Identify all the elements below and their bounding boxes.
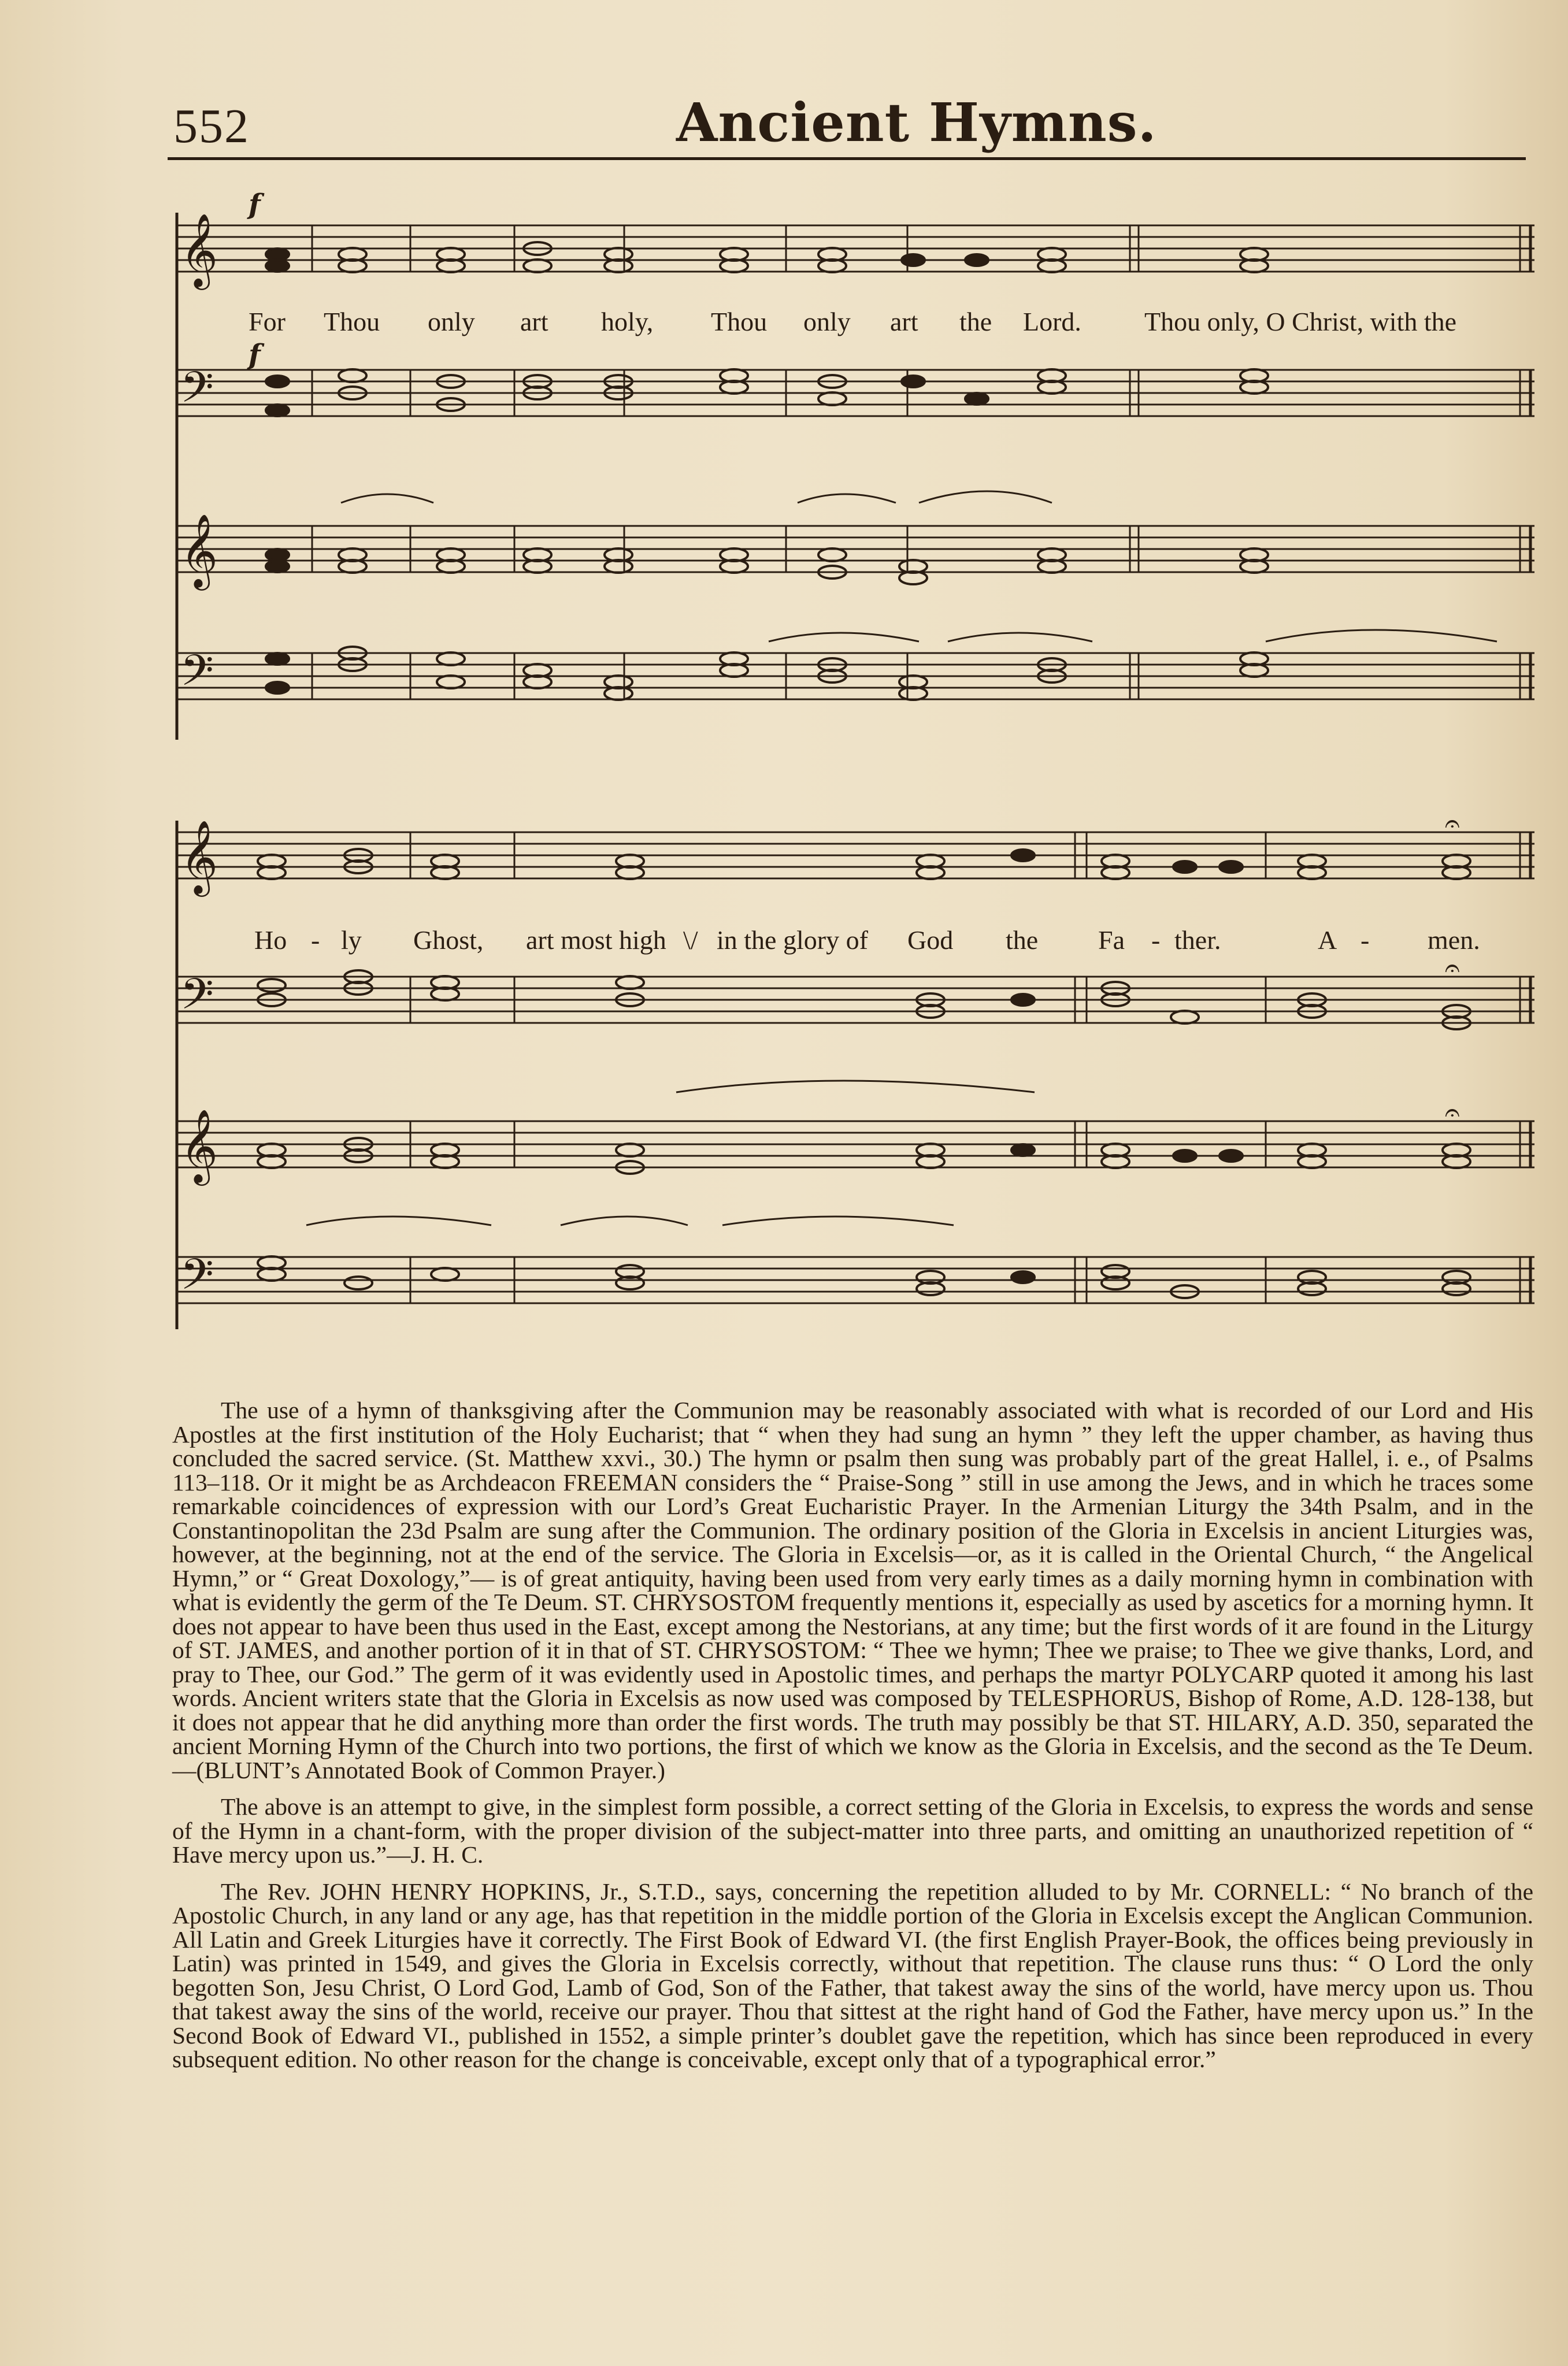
system1-staff-1 (177, 225, 1534, 272)
treble-clef-icon: 𝄞 (180, 213, 218, 287)
lyric: only (428, 307, 475, 336)
lyric: - (311, 925, 320, 955)
lyric: Fa (1098, 925, 1125, 955)
running-title: Ancient Hymns. (676, 91, 1157, 154)
lyric: art most high (526, 925, 666, 955)
dynamic-mark: f (249, 339, 261, 371)
lyric: Thou only, O Christ, with the (1144, 307, 1457, 336)
page-number: 552 (173, 99, 250, 153)
paragraph: The Rev. JOHN HENRY HOPKINS, Jr., S.T.D., says, concerning the repetition alluded to by Mr. CORNELL: “ No branch of the Apostolic Church, in any land or any age, has that repetition in the middle portion of the Gloria in Excelsis except the Anglican Communion. All Latin and Greek Liturgies have it correctly. The First Book of Edward VI. (the first English Prayer-Book, the offices being previously in Latin) was printed in 1549, and gives the Gloria in Excelsis correctly, without that repetition. The clause runs thus: “ O Lord the only begotten Son, Jesu Christ, O Lord God, Lamb of God, Son of the Father, that takest away the sins of the world, have mercy upon us. Thou that takest away the sins of the world, receive our prayer. Thou that sittest at the right hand of God the Father, have mercy upon us.” In the Second Book of Edward VI., published in 1552, a simple printer’s doublet gave the repetition, which has since been reproduced in every subsequent edition. No other reason for the change is conceivable, except only that of a typographical error.” (172, 1878, 1533, 2072)
lyric: \/ (683, 925, 698, 955)
bass-clef-icon: 𝄢 (180, 969, 214, 1030)
treble-clef-icon: 𝄞 (180, 1108, 218, 1182)
lyric: holy, (601, 307, 654, 336)
header-rule (168, 157, 1526, 160)
lyric: Lord. (1023, 307, 1081, 336)
paragraph: The use of a hymn of thanksgiving after the Communion may be reasonably associated with what is recorded of our Lord and His Apostles at the first institution of the Holy Eucharist; that “ when they had sung an hymn ” they left the upper chamber, as having thus concluded the sacred service. (St. Matthew xxvi., 30.) The hymn or psalm then sung was probably part of the great Hallel, i. e., of Psalms 113–118. Or it might be as Archdeacon FREEMAN considers the “ Praise-Song ” still in use among the Jews, and in which he traces some remarkable coincidences of expression with our Lord’s Great Eucharistic Prayer. In the Armenian Liturgy the 34th Psalm, and in the Constantinopolitan the 23d Psalm are sung after the Communion. The ordinary position of the Gloria in Excelsis in ancient Liturgies was, however, at the beginning, not at the end of the service. The Gloria in Excelsis—or, as it is called in the Oriental Church, “ the Angelical Hymn,” or “ Great Doxology,”— is of great antiquity, having been used from very early times as a daily morning hymn in combination with what is evidently the germ of the Te Deum. ST. CHRYSOSTOM frequently mentions it, especially as used by ascetics for a morning hymn. It does not appear to have been thus used in the East, except among the Nestorians, at any time; but the first words of it are found in the Liturgy of ST. JAMES, and another portion of it in that of ST. CHRYSOSTOM: “ Thee we hymn; Thee we praise; to Thee we give thanks, Lord, and pray to Thee, our God.” The germ of it was evidently used in Apostolic times, and perhaps the martyr POLYCARP quoted it among his last words. Ancient writers state that the Gloria in Excelsis as now used was composed by TELESPHORUS, Bishop of Rome, A.D. 128-138, but it does not appear that he did anything more than order the first words. The truth may possibly be that ST. HILARY, A.D. 350, separated the ancient Morning Hymn of the Church into two portions, the first of which we know as the Gloria in Excelsis, and the second as the Te Deum. —(BLUNT’s Annotated Book of Common Prayer.) (172, 1397, 1533, 1783)
lyric: - (1361, 925, 1370, 955)
system1-staff-3 (177, 526, 1534, 572)
bass-clef-icon: 𝄢 (180, 362, 214, 423)
system2-staff-3 (177, 1121, 1534, 1167)
lyric: Thou (711, 307, 768, 336)
lyric: the (1006, 925, 1039, 955)
lyric: ther. (1174, 925, 1221, 955)
paragraph: The above is an attempt to give, in the simplest form possible, a correct setting of the Gloria in Excelsis, to express the words and sense of the Hymn in a chant-form, with the proper division of the subject-matter into three parts, and omitting an unauthorized repetition of “ Have mercy upon us.”—J. H. C. (172, 1793, 1533, 1868)
dynamic-mark: f (249, 191, 261, 221)
treble-clef-icon: 𝄞 (180, 513, 218, 587)
svg-text:𝄐: 𝄐 (1445, 952, 1460, 983)
svg-text:𝄐: 𝄐 (1445, 807, 1460, 839)
lyric: only (803, 307, 851, 336)
svg-text:𝄐: 𝄐 (1445, 1096, 1460, 1128)
lyric: art (890, 307, 918, 336)
bass-clef-icon: 𝄢 (180, 646, 214, 706)
system1-staff-4 (177, 653, 1534, 699)
lyric: - (1151, 925, 1161, 955)
system2-staff-1 (177, 832, 1534, 878)
bass-clef-icon: 𝄢 (180, 1249, 214, 1310)
lyric: in the glory of (717, 925, 868, 955)
lyric: A (1318, 925, 1337, 955)
lyric: Ghost, (413, 925, 484, 955)
lyric: art (520, 307, 548, 336)
treble-clef-icon: 𝄞 (180, 819, 218, 893)
lyric: ly (341, 925, 362, 955)
commentary-text (172, 1399, 1533, 2085)
system1-staff-2 (177, 370, 1534, 416)
system1-barlines (312, 225, 1530, 699)
lyric: Thou (324, 307, 380, 336)
ties (306, 491, 1497, 1225)
lyric: men. (1428, 925, 1480, 955)
system2-notes (258, 849, 1470, 1298)
lyric: the (959, 307, 992, 336)
lyric: Ho (254, 925, 287, 955)
lyric: For (249, 307, 286, 336)
system2-barlines (410, 832, 1530, 1303)
system2-staff-4 (177, 1257, 1534, 1303)
system2-staff-2 (177, 977, 1534, 1023)
lyric: God (907, 925, 954, 955)
page-header (173, 81, 1532, 162)
music-score (168, 191, 1543, 1347)
